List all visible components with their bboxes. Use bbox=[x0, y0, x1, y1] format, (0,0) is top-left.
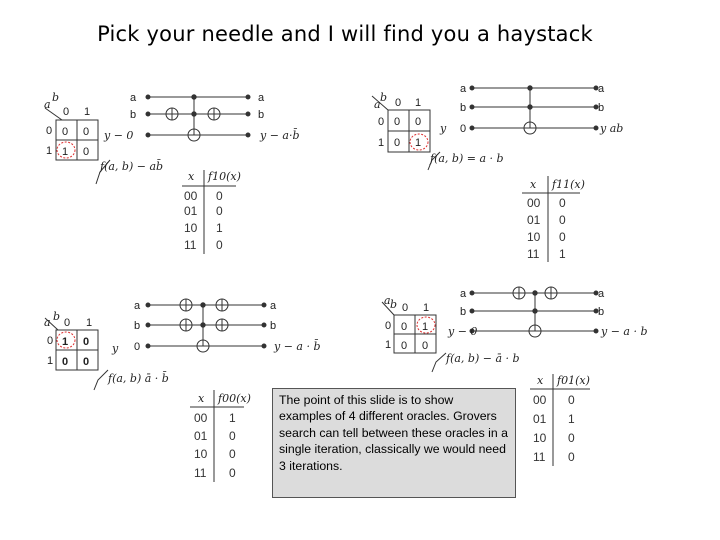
f10-in-label: y − 0 bbox=[104, 129, 134, 142]
f01-in-1: 01 bbox=[533, 412, 547, 426]
f00-kmap-row0: 0 bbox=[47, 335, 54, 347]
f10-kmap-b: b bbox=[52, 91, 60, 104]
f10-out-label: y − a·b̄ bbox=[260, 129, 300, 142]
f10-in-2: 10 bbox=[184, 221, 198, 235]
f01-kmap-a: a bbox=[384, 294, 391, 307]
f10-in-3: 11 bbox=[184, 238, 197, 252]
f00-kmap-b: b bbox=[53, 310, 61, 323]
oracle-f00-circuit bbox=[146, 299, 266, 352]
f10-kmap-a: a bbox=[44, 98, 51, 111]
f11-kmap-a: a bbox=[374, 98, 381, 111]
f11-out-label: y ab bbox=[600, 122, 624, 135]
f10-wire-b-in: b bbox=[130, 109, 137, 121]
f00-kmap-col0: 0 bbox=[64, 317, 71, 329]
f01-in-3: 11 bbox=[533, 450, 546, 464]
f11-wire-a-in: a bbox=[460, 83, 467, 95]
f01-kmap-col1: 1 bbox=[423, 302, 430, 314]
f00-wire-b-in: b bbox=[134, 320, 141, 332]
f00-wire-b-out: b bbox=[270, 320, 277, 332]
f10-table-x-header: x bbox=[188, 170, 195, 183]
f01-formula: f(a, b) − ā · b bbox=[446, 352, 520, 365]
f11-val-3: 1 bbox=[559, 247, 566, 261]
f10-val-0: 0 bbox=[216, 189, 223, 203]
f00-table-x-header: x bbox=[198, 392, 205, 405]
f10-wire-a-out: a bbox=[258, 92, 265, 104]
oracle-f11-circuit bbox=[470, 86, 598, 134]
oracle-f00-kmap bbox=[45, 318, 108, 390]
f00-val-0: 1 bbox=[229, 411, 236, 425]
f01-in-2: 10 bbox=[533, 431, 547, 445]
f11-kmap-row1: 1 bbox=[378, 137, 385, 149]
f01-kmap-row0: 0 bbox=[385, 320, 392, 332]
f01-wire-a-out: a bbox=[598, 288, 605, 300]
f00-kmap-c01: 0 bbox=[83, 336, 90, 348]
f10-val-3: 0 bbox=[216, 238, 223, 252]
f10-formula: f(a, b) − ab̄ bbox=[100, 160, 164, 173]
f11-val-0: 0 bbox=[559, 196, 566, 210]
f10-kmap-col1: 1 bbox=[84, 106, 91, 118]
f10-kmap-row1: 1 bbox=[46, 145, 53, 157]
f11-kmap-c00: 0 bbox=[394, 116, 401, 128]
f00-wire-a-out: a bbox=[270, 300, 277, 312]
f00-out-label: y − a · b̄ bbox=[274, 340, 321, 353]
f01-kmap-row1: 1 bbox=[385, 339, 392, 351]
f00-val-3: 0 bbox=[229, 466, 236, 480]
f00-in-label: y bbox=[112, 342, 119, 355]
f00-formula: f(a, b) ā · b̄ bbox=[108, 372, 169, 385]
f01-val-1: 1 bbox=[568, 412, 575, 426]
f01-table-fn-header: f01(x) bbox=[557, 374, 590, 387]
f01-in-label: y − 0 bbox=[448, 325, 478, 338]
f00-kmap-c11: 0 bbox=[83, 356, 90, 368]
f10-kmap-col0: 0 bbox=[63, 106, 70, 118]
f10-kmap-c10: 1 bbox=[62, 146, 69, 158]
f01-kmap-c01: 1 bbox=[422, 321, 429, 333]
f11-kmap-c01: 0 bbox=[415, 116, 422, 128]
f01-in-0: 00 bbox=[533, 393, 547, 407]
slide-title: Pick your needle and I will find you a haystack bbox=[97, 22, 593, 46]
f01-wire-a-in: a bbox=[460, 288, 467, 300]
f11-kmap-c10: 0 bbox=[394, 137, 401, 149]
f11-in-label: y bbox=[440, 122, 447, 135]
f11-wire-b-out: b bbox=[598, 102, 605, 114]
f00-kmap-a: a bbox=[44, 316, 51, 329]
f01-kmap-c00: 0 bbox=[401, 321, 408, 333]
f11-in-3: 11 bbox=[527, 247, 540, 261]
f00-in-3: 11 bbox=[194, 466, 207, 480]
f11-wire-zero: 0 bbox=[460, 123, 467, 135]
f11-val-1: 0 bbox=[559, 213, 566, 227]
f10-in-1: 01 bbox=[184, 204, 198, 218]
f00-in-1: 01 bbox=[194, 429, 208, 443]
f00-kmap-row1: 1 bbox=[47, 355, 54, 367]
f11-in-2: 10 bbox=[527, 230, 541, 244]
f01-wire-b-in: b bbox=[460, 306, 467, 318]
f10-kmap-c11: 0 bbox=[83, 146, 90, 158]
f01-kmap-b: b bbox=[390, 298, 398, 311]
f10-table-fn-header: f10(x) bbox=[208, 170, 241, 183]
f11-kmap-col0: 0 bbox=[395, 97, 402, 109]
f11-in-1: 01 bbox=[527, 213, 541, 227]
f00-table-fn-header: f00(x) bbox=[218, 392, 251, 405]
f11-wire-b-in: b bbox=[460, 102, 467, 114]
f01-out-label: y − a · b bbox=[601, 325, 648, 338]
f10-wire-a-in: a bbox=[130, 92, 137, 104]
f11-wire-a-out: a bbox=[598, 83, 605, 95]
f11-val-2: 0 bbox=[559, 230, 566, 244]
f00-kmap-c00: 1 bbox=[62, 336, 69, 348]
f11-in-0: 00 bbox=[527, 196, 541, 210]
f11-kmap-col1: 1 bbox=[415, 97, 422, 109]
f11-kmap-c11: 1 bbox=[415, 137, 422, 149]
oracle-f01-kmap bbox=[382, 302, 446, 372]
f00-in-2: 10 bbox=[194, 447, 208, 461]
f00-val-2: 0 bbox=[229, 447, 236, 461]
f10-wire-b-out: b bbox=[258, 109, 265, 121]
f01-val-0: 0 bbox=[568, 393, 575, 407]
f01-val-3: 0 bbox=[568, 450, 575, 464]
f01-wire-b-out: b bbox=[598, 306, 605, 318]
oracle-f10-circuit bbox=[146, 95, 250, 141]
f00-wire-a-in: a bbox=[134, 300, 141, 312]
f11-kmap-row0: 0 bbox=[378, 116, 385, 128]
f10-in-0: 00 bbox=[184, 189, 198, 203]
oracle-f01-circuit bbox=[470, 287, 598, 337]
f11-table-x-header: x bbox=[530, 178, 537, 191]
f01-val-2: 0 bbox=[568, 431, 575, 445]
f01-kmap-col0: 0 bbox=[402, 302, 409, 314]
f01-table-x-header: x bbox=[537, 374, 544, 387]
f11-formula: f(a, b) = a · b bbox=[430, 152, 504, 165]
f00-in-0: 00 bbox=[194, 411, 208, 425]
explanation-note: The point of this slide is to show examples of 4 different oracles. Grovers search can tell between these oracles in a single iteration, classically we would need 3 iterations. bbox=[272, 388, 516, 498]
f10-kmap-c01: 0 bbox=[83, 126, 90, 138]
f00-val-1: 0 bbox=[229, 429, 236, 443]
f01-kmap-c10: 0 bbox=[401, 340, 408, 352]
f00-kmap-c10: 0 bbox=[62, 356, 69, 368]
f11-table-fn-header: f11(x) bbox=[552, 178, 585, 191]
f10-kmap-row0: 0 bbox=[46, 125, 53, 137]
f10-val-2: 1 bbox=[216, 221, 223, 235]
f10-val-1: 0 bbox=[216, 204, 223, 218]
f00-kmap-col1: 1 bbox=[86, 317, 93, 329]
f01-kmap-c11: 0 bbox=[422, 340, 429, 352]
f00-wire-zero: 0 bbox=[134, 341, 141, 353]
f11-kmap-b: b bbox=[380, 91, 388, 104]
f10-kmap-c00: 0 bbox=[62, 126, 69, 138]
